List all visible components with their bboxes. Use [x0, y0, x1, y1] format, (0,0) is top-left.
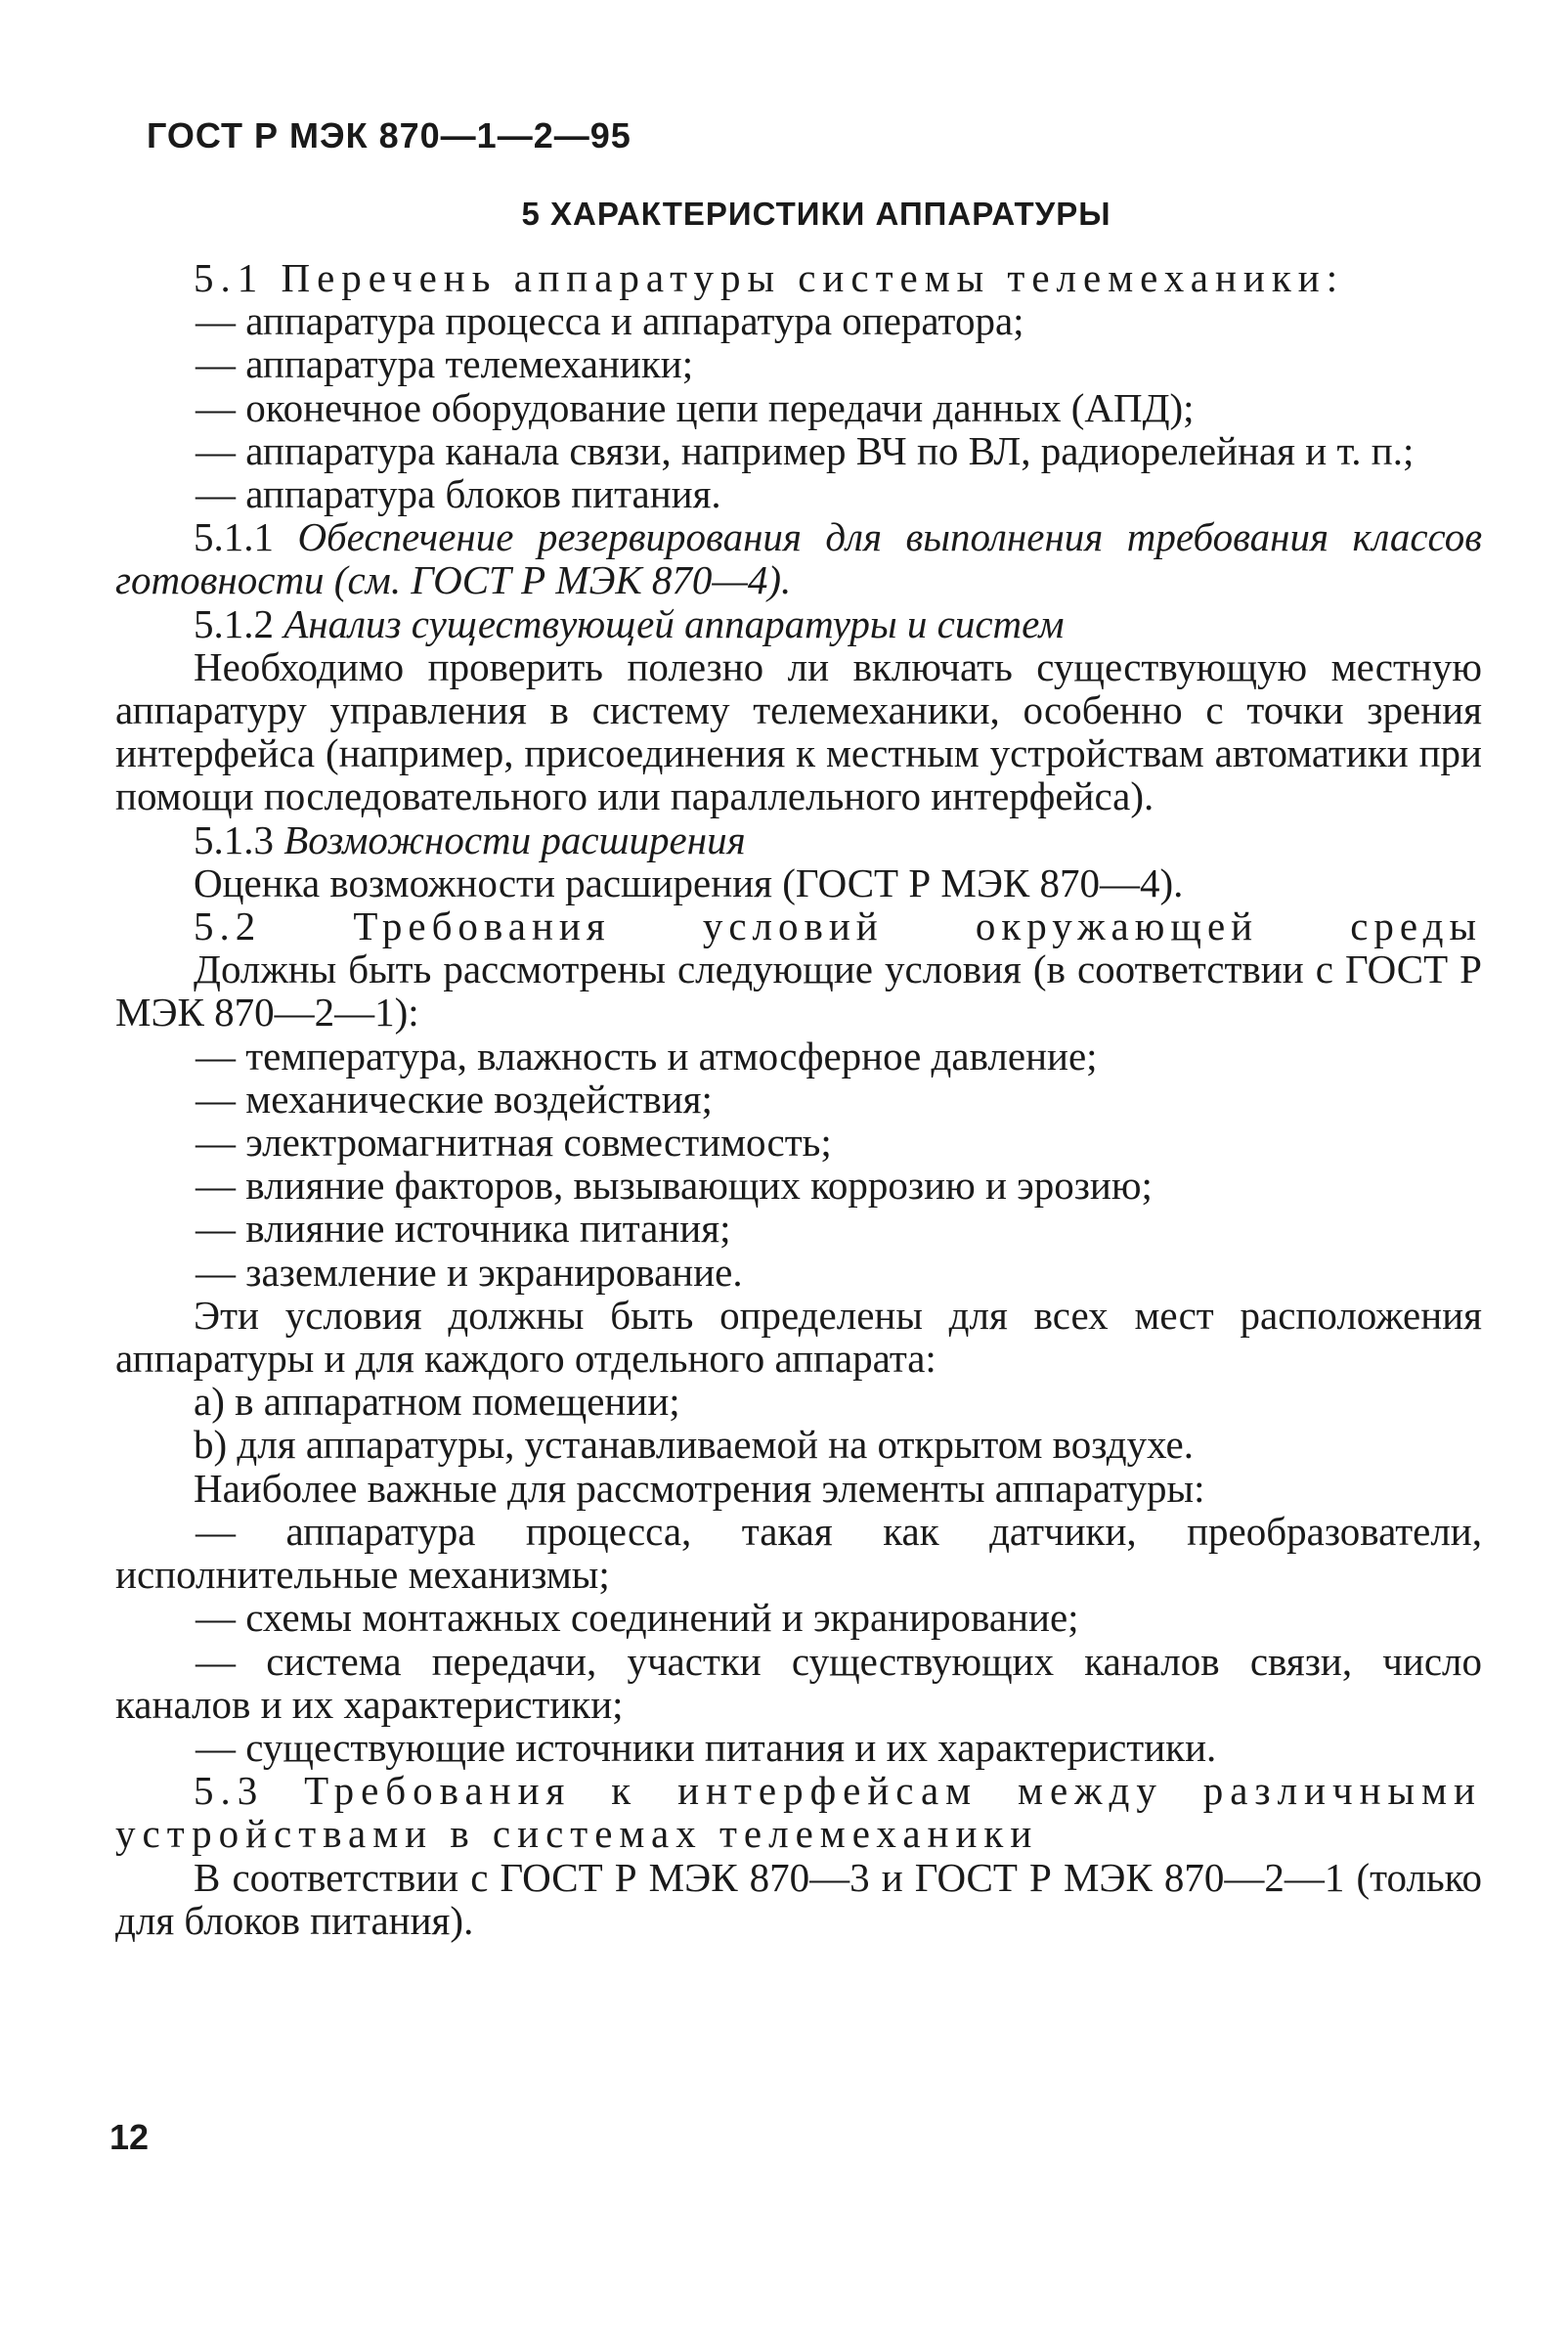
- list-item: — влияние источника питания;: [196, 1206, 731, 1252]
- list-item: — существующие источники питания и их характеристики.: [196, 1724, 1217, 1770]
- clause-text: Обеспечение резервирования для выполнения требования классов готовности (см. ГОСТ Р МЭК 870—4).: [115, 514, 1483, 603]
- list-item: — схемы монтажных соединений и экранирование;: [196, 1595, 1079, 1641]
- clause-5-2-intro: Должны быть рассмотрены следующие условия (в соответствии с ГОСТ Р МЭК 870—2—1):: [115, 947, 1482, 1035]
- clause-5-1-heading: 5.1 Перечень аппаратуры системы телемеханики:: [194, 255, 1345, 300]
- page-number: 12: [109, 2117, 150, 2157]
- clause-number: 5.1.2: [194, 600, 274, 646]
- clause-5-3-text: В соответствии с ГОСТ Р МЭК 870—3 и ГОСТ Р МЭК 870—2—1 (только для блоков питания).: [115, 1854, 1482, 1943]
- list-item: — система передачи, участки существующих каналов связи, число каналов и их характеристики;: [115, 1638, 1482, 1727]
- list-item: — электромагнитная совместимость;: [196, 1120, 832, 1166]
- list-item: b) для аппаратуры, устанавливаемой на открытом воздухе.: [194, 1422, 1194, 1468]
- clause-number: 5.1.3: [194, 816, 274, 862]
- clause-5-1-1: [115, 515, 1482, 601]
- clause-5-1-3-text: Оценка возможности расширения (ГОСТ Р МЭК 870—4).: [194, 859, 1184, 905]
- clause-5-1-3-heading: [115, 818, 1482, 861]
- list-item: — влияние факторов, вызывающих коррозию и эрозию;: [196, 1163, 1153, 1209]
- document-body: [115, 256, 1482, 1942]
- list-item: — механические воздействия;: [196, 1076, 713, 1122]
- clause-title: Анализ существующей аппаратуры и систем: [283, 600, 1065, 646]
- list-item: — аппаратура процесса, такая как датчики, преобразователи, исполнительные механизмы;: [115, 1508, 1482, 1598]
- standard-code-header: ГОСТ Р МЭК 870—1—2—95: [147, 115, 632, 155]
- clause-5-1-2-text: Необходимо проверить полезно ли включать существующую местную аппаратуру управления в систему телемеханики, особенно с точки зрения интерфейса (например, присоединения к местным устройствам автоматики при помощи последовательного или параллельного интерфейса).: [115, 643, 1482, 819]
- list-item: — аппаратура блоков питания.: [196, 471, 721, 517]
- clause-5-2-heading: 5.2 Требования условий окружающей среды: [194, 903, 1482, 949]
- list-item: — аппаратура телемеханики;: [196, 341, 694, 387]
- list-item: — аппаратура процесса и аппаратура оператора;: [196, 298, 1024, 344]
- clause-5-1-2-heading: [115, 602, 1482, 645]
- clause-5-3-heading: 5.3 Требования к интерфейсам между различными устройствами в системах телемеханики: [115, 1768, 1482, 1857]
- clause-number: 5.1.1: [194, 514, 274, 560]
- section-title: 5 ХАРАКТЕРИСТИКИ АППАРАТУРЫ: [521, 196, 1111, 232]
- important-intro: Наиболее важные для рассмотрения элементы аппаратуры:: [194, 1465, 1205, 1511]
- conditions-paragraph: Эти условия должны быть определены для всех мест расположения аппаратуры и для каждого отдельного аппарата:: [115, 1292, 1482, 1382]
- list-item: а) в аппаратном помещении;: [194, 1379, 680, 1425]
- list-item: — температура, влажность и атмосферное давление;: [196, 1033, 1098, 1079]
- list-item: — заземление и экранирование.: [196, 1249, 743, 1295]
- list-item: — оконечное оборудование цепи передачи данных (АПД);: [196, 384, 1195, 430]
- clause-title: Возможности расширения: [283, 816, 746, 862]
- list-item: — аппаратура канала связи, например ВЧ по ВЛ, радиорелейная и т. п.;: [196, 427, 1415, 473]
